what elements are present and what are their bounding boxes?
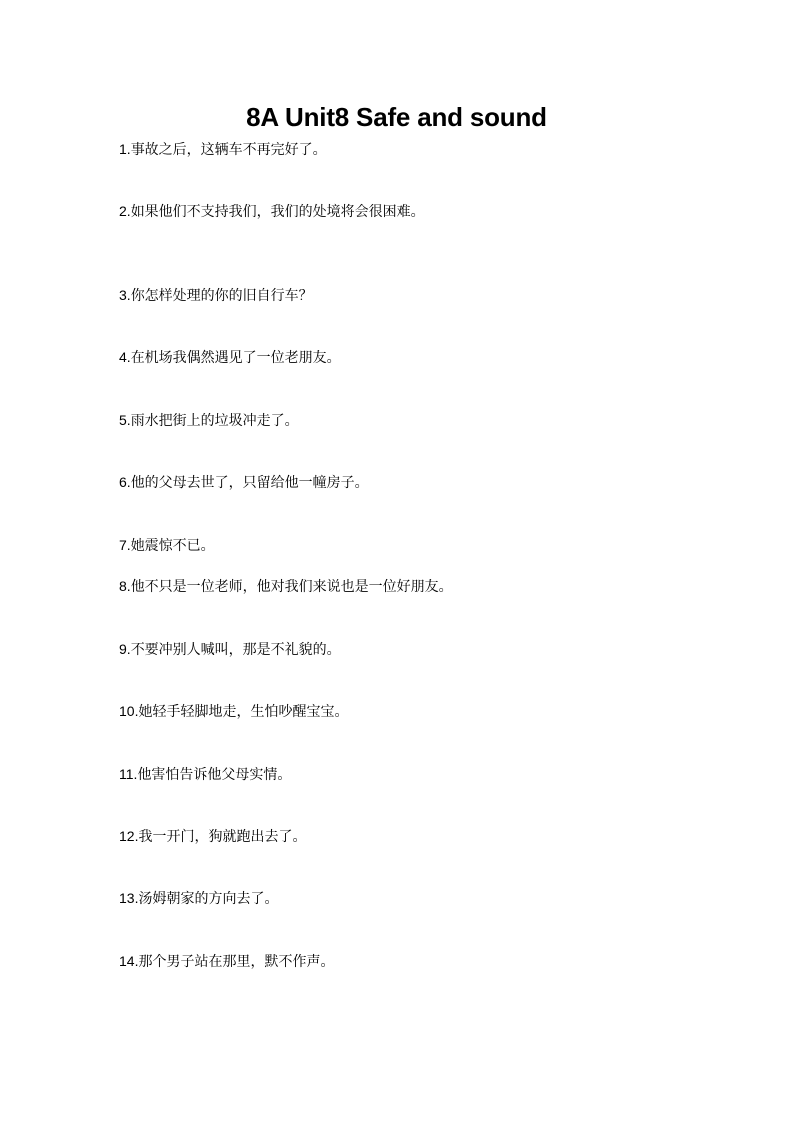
item-text: 他不只是一位老师，他对我们来说也是一位好朋友。 (130, 579, 453, 595)
item-number: 6. (119, 474, 131, 490)
item-number: 13. (119, 890, 139, 906)
item-text: 你怎样处理的你的旧自行车？ (130, 288, 313, 304)
item-number: 12. (119, 828, 139, 844)
item-number: 9. (119, 641, 131, 657)
item-text: 我一开门，狗就跑出去了。 (138, 829, 307, 845)
sentence-item-3 (119, 285, 719, 306)
sentence-item-8 (119, 576, 719, 597)
item-text: 雨水把街上的垃圾冲走了。 (130, 413, 299, 429)
item-number: 4. (119, 349, 131, 365)
item-number: 14. (119, 953, 139, 969)
item-text: 在机场我偶然遇见了一位老朋友。 (130, 350, 341, 366)
item-number: 2. (119, 203, 131, 219)
page-title: 8A Unit8 Safe and sound (246, 102, 547, 132)
item-text: 那个男子站在那里，默不作声。 (138, 954, 335, 970)
sentence-item-4 (119, 347, 719, 368)
item-text: 汤姆朝家的方向去了。 (138, 891, 279, 907)
item-text: 如果他们不支持我们，我们的处境将会很困难。 (130, 204, 425, 220)
item-number: 1. (119, 141, 131, 157)
item-text: 事故之后，这辆车不再完好了。 (130, 142, 327, 158)
item-number: 11. (119, 766, 138, 782)
item-text: 她震惊不已。 (130, 538, 215, 554)
sentence-item-10 (119, 701, 719, 722)
sentence-item-5 (119, 410, 719, 431)
item-text: 她轻手轻脚地走，生怕吵醒宝宝。 (138, 704, 349, 720)
item-text: 不要冲别人喊叫，那是不礼貌的。 (130, 642, 341, 658)
sentence-item-11 (119, 764, 719, 785)
sentence-item-1 (119, 139, 719, 160)
item-number: 8. (119, 578, 131, 594)
sentence-item-13 (119, 888, 719, 909)
sentence-item-9 (119, 639, 719, 660)
item-text: 他害怕告诉他父母实情。 (137, 767, 292, 783)
sentence-item-7 (119, 535, 719, 556)
item-number: 10. (119, 703, 139, 719)
sentence-item-14 (119, 951, 719, 972)
item-number: 7. (119, 537, 131, 553)
item-number: 3. (119, 287, 131, 303)
sentence-item-2 (119, 201, 719, 222)
item-text: 他的父母去世了，只留给他一幢房子。 (130, 475, 369, 491)
item-number: 5. (119, 412, 131, 428)
sentence-item-6 (119, 472, 719, 493)
sentence-item-12 (119, 826, 719, 847)
